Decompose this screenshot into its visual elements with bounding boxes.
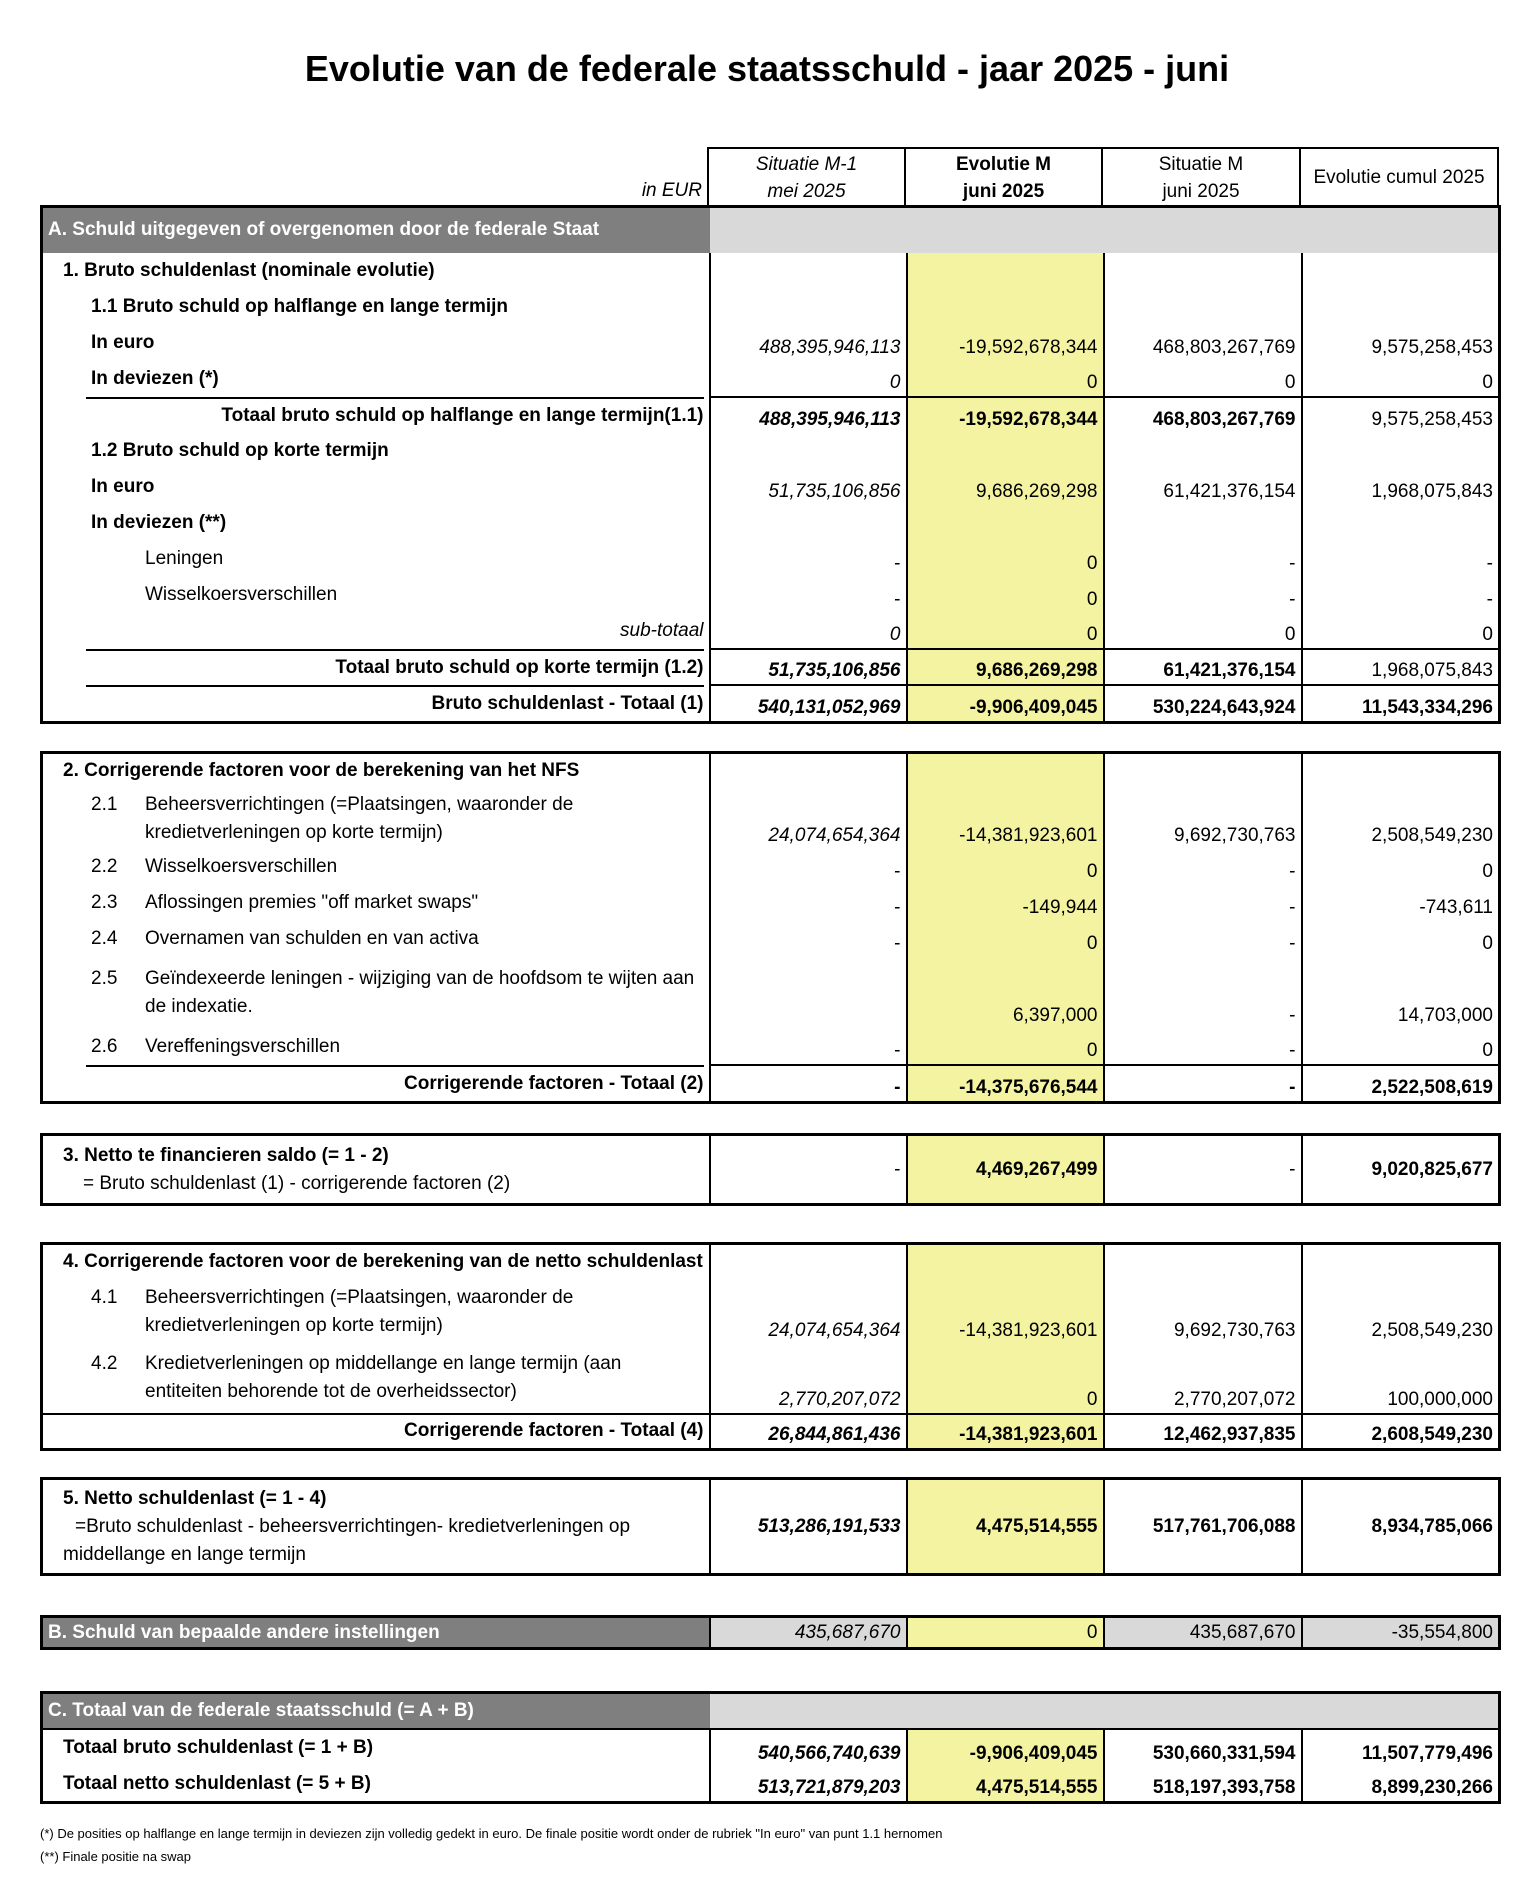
table-row — [42, 469, 1500, 505]
col3-line2: juni 2025 — [1162, 180, 1240, 202]
row-number: 2.6 — [91, 1035, 118, 1057]
cell: 26,844,861,436 — [710, 1414, 907, 1450]
cell: - — [1104, 921, 1302, 957]
cell: - — [710, 541, 907, 577]
row-label: Beheersverrichtingen (=Plaatsingen, waaronder de kredietverleningen op korte termijn) — [145, 1286, 574, 1336]
cell: 0 — [907, 361, 1104, 397]
cell: 0 — [1302, 1029, 1500, 1065]
row-heading: 1.1 Bruto schuld op halflange en lange termijn — [91, 295, 509, 317]
col-header-evolutie-cumul: Evolutie cumul 2025 — [1300, 148, 1498, 206]
cell: 468,803,267,769 — [1104, 325, 1302, 361]
cell: - — [1104, 577, 1302, 613]
section-a-grey-band — [710, 207, 1500, 253]
cell: - — [1302, 541, 1500, 577]
cell: 9,686,269,298 — [907, 649, 1104, 685]
cell: 1,968,075,843 — [1302, 469, 1500, 505]
section-c-table — [40, 1691, 1501, 1804]
cell: 513,286,191,533 — [710, 1479, 907, 1575]
cell: 51,735,106,856 — [710, 469, 907, 505]
cell: -35,554,800 — [1302, 1617, 1500, 1649]
cell: 2,770,207,072 — [1104, 1344, 1302, 1414]
cell: 0 — [710, 613, 907, 649]
row-label: Kredietverleningen op middellange en lange termijn (aan entiteiten behorende tot de overheidssector) — [145, 1353, 622, 1402]
cell: 2,770,207,072 — [710, 1344, 907, 1414]
cell: 9,575,258,453 — [1302, 397, 1500, 433]
section-a-title: A. Schuld uitgegeven of overgenomen door de federale Staat — [42, 207, 710, 253]
row-label: Wisselkoersverschillen — [145, 855, 338, 877]
cell: 9,692,730,763 — [1104, 789, 1302, 849]
cell: 0 — [907, 577, 1104, 613]
row-label: Aflossingen premies "off market swaps" — [145, 891, 479, 913]
table-row — [42, 649, 1500, 685]
section-c-title: C. Totaal van de federale staatsschuld (= A + B) — [42, 1693, 710, 1729]
col2-line1: Evolutie M — [955, 153, 1051, 175]
row-label: Leningen — [145, 547, 224, 569]
row-number: 2.2 — [91, 855, 118, 877]
cell: - — [1104, 885, 1302, 921]
row-label: Corrigerende factoren - Totaal (2) — [86, 1065, 704, 1101]
row-label: Vereffeningsverschillen — [145, 1035, 341, 1057]
section-a-table — [40, 205, 1501, 724]
row-label: sub-totaal — [620, 619, 704, 641]
cell: 0 — [1302, 921, 1500, 957]
section-b-title: B. Schuld van bepaalde andere instellingen — [42, 1617, 710, 1649]
cell: - — [710, 849, 907, 885]
row-number: 2.1 — [91, 793, 118, 815]
col3-line1: Situatie M — [1158, 153, 1244, 175]
cell: 11,543,334,296 — [1302, 685, 1500, 723]
row-label: Wisselkoersverschillen — [145, 583, 338, 605]
table-row — [42, 789, 1500, 849]
cell: - — [710, 577, 907, 613]
table-row — [42, 397, 1500, 433]
row-heading: 1.2 Bruto schuld op korte termijn — [91, 439, 389, 461]
col-header-situatie-m1 — [708, 148, 905, 206]
cell: -19,592,678,344 — [907, 325, 1104, 361]
row-label: Totaal bruto schuldenlast (= 1 + B) — [42, 1729, 710, 1767]
cell: 6,397,000 — [907, 957, 1104, 1029]
table-row — [42, 885, 1500, 921]
table-row — [42, 1617, 1500, 1649]
cell: -14,381,923,601 — [907, 1280, 1104, 1344]
cell: 12,462,937,835 — [1104, 1414, 1302, 1450]
cell: 0 — [907, 921, 1104, 957]
table-row — [42, 361, 1500, 397]
cell: 0 — [907, 1617, 1104, 1649]
cell: 530,660,331,594 — [1104, 1729, 1302, 1767]
table-row — [42, 1280, 1500, 1344]
section-3-table — [40, 1133, 1501, 1206]
row-number: 4.2 — [91, 1353, 118, 1374]
cell: 0 — [1302, 613, 1500, 649]
table-row — [42, 541, 1500, 577]
cell: 435,687,670 — [710, 1617, 907, 1649]
cell: 0 — [1302, 361, 1500, 397]
section-4-title: 4. Corrigerende factoren voor de berekening van de netto schuldenlast — [63, 1251, 703, 1273]
col-header-situatie-m — [1102, 148, 1300, 206]
page-title: Evolutie van de federale staatsschuld - jaar 2025 - juni — [304, 48, 1230, 89]
table-row — [42, 613, 1500, 649]
cell: 8,934,785,066 — [1302, 1479, 1500, 1575]
cell: 488,395,946,113 — [710, 325, 907, 361]
cell: -14,375,676,544 — [907, 1065, 1104, 1103]
cell: 0 — [907, 1344, 1104, 1414]
footnote-2: (**) Finale positie na swap — [40, 1849, 192, 1864]
section-3-subtitle: = Bruto schuldenlast (1) - corrigerende factoren (2) — [83, 1172, 511, 1194]
row-label: Totaal netto schuldenlast (= 5 + B) — [63, 1772, 371, 1794]
cell: -14,381,923,601 — [907, 789, 1104, 849]
cell: 488,395,946,113 — [710, 397, 907, 433]
cell: 530,224,643,924 — [1104, 685, 1302, 723]
table-row — [42, 325, 1500, 361]
cell: 540,131,052,969 — [710, 685, 907, 723]
row-label: Corrigerende factoren - Totaal (4) — [42, 1414, 710, 1450]
row-number: 2.5 — [91, 967, 118, 989]
unit-label: in EUR — [641, 180, 702, 201]
cell: 24,074,654,364 — [710, 789, 907, 849]
row-label: Beheersverrichtingen (=Plaatsingen, waaronder de kredietverleningen op korte termijn) — [145, 793, 574, 843]
cell: 0 — [710, 361, 907, 397]
cell: 9,686,269,298 — [907, 469, 1104, 505]
cell: 0 — [907, 1029, 1104, 1065]
table-row — [42, 849, 1500, 885]
cell: -149,944 — [907, 885, 1104, 921]
cell: -9,906,409,045 — [907, 685, 1104, 723]
cell: - — [710, 1135, 907, 1205]
cell: 2,608,549,230 — [1302, 1414, 1500, 1450]
section-b-table — [40, 1615, 1501, 1650]
table-row — [42, 1414, 1500, 1450]
cell: 2,508,549,230 — [1302, 789, 1500, 849]
cell — [710, 957, 907, 1029]
cell: - — [1104, 1065, 1302, 1103]
row-heading: In deviezen (**) — [91, 511, 227, 533]
cell: - — [710, 885, 907, 921]
table-row — [42, 685, 1500, 723]
cell: 4,475,514,555 — [907, 1479, 1104, 1575]
table-row — [42, 1767, 1500, 1803]
table-row — [42, 1065, 1500, 1103]
cell: - — [710, 1065, 907, 1103]
cell: 51,735,106,856 — [710, 649, 907, 685]
cell: 61,421,376,154 — [1104, 649, 1302, 685]
cell: 4,475,514,555 — [907, 1767, 1104, 1803]
cell: 518,197,393,758 — [1104, 1767, 1302, 1803]
cell: 0 — [1104, 613, 1302, 649]
section-c-grey-band — [710, 1693, 1500, 1729]
cell: 14,703,000 — [1302, 957, 1500, 1029]
cell: 2,522,508,619 — [1302, 1065, 1500, 1103]
cell: 9,692,730,763 — [1104, 1280, 1302, 1344]
cell: 24,074,654,364 — [710, 1280, 907, 1344]
section-2-table — [40, 751, 1501, 1104]
table-row — [42, 921, 1500, 957]
cell: 9,020,825,677 — [1302, 1135, 1500, 1205]
section-2-title: 2. Corrigerende factoren voor de berekening van het NFS — [63, 760, 580, 782]
row-number: 2.4 — [91, 927, 118, 949]
cell: - — [710, 921, 907, 957]
cell: 61,421,376,154 — [1104, 469, 1302, 505]
cell: - — [1104, 541, 1302, 577]
cell: -9,906,409,045 — [907, 1729, 1104, 1767]
row-label: Geïndexeerde leningen - wijziging van de hoofdsom te wijten aan de indexatie. — [145, 967, 695, 1017]
table-row — [42, 957, 1500, 1029]
row-label: Totaal bruto schuld op korte termijn (1.2) — [86, 649, 704, 685]
cell: -743,611 — [1302, 885, 1500, 921]
cell: 0 — [1302, 849, 1500, 885]
footnote-1: (*) De posities op halflange en lange termijn in deviezen zijn volledig gedekt in euro. De finale positie wordt onder de rubriek "In euro" van punt 1.1 hernomen — [40, 1826, 943, 1841]
cell: 4,469,267,499 — [907, 1135, 1104, 1205]
row-label: Overnamen van schulden en van activa — [145, 927, 479, 949]
column-header — [40, 147, 1499, 206]
table-row — [42, 1135, 1500, 1205]
table-row — [42, 1344, 1500, 1414]
cell: 513,721,879,203 — [710, 1767, 907, 1803]
table-row — [42, 577, 1500, 613]
col1-line2: mei 2025 — [767, 180, 846, 202]
col2-line2: juni 2025 — [962, 180, 1045, 202]
cell: 0 — [907, 613, 1104, 649]
section-4-table — [40, 1242, 1501, 1451]
section-5-subtitle: =Bruto schuldenlast - beheersverrichtingen- kredietverleningen op middellange en lange termijn — [63, 1515, 631, 1565]
cell: 0 — [907, 541, 1104, 577]
cell: 8,899,230,266 — [1302, 1767, 1500, 1803]
table-row — [42, 1729, 1500, 1767]
cell: -14,381,923,601 — [907, 1414, 1104, 1450]
row-label: Totaal bruto schuld op halflange en lange termijn(1.1) — [86, 397, 704, 433]
cell: 0 — [1104, 361, 1302, 397]
cell: 540,566,740,639 — [710, 1729, 907, 1767]
cell: - — [710, 1029, 907, 1065]
col1-line1: Situatie M-1 — [755, 153, 858, 175]
cell: 468,803,267,769 — [1104, 397, 1302, 433]
cell: -19,592,678,344 — [907, 397, 1104, 433]
cell: - — [1104, 957, 1302, 1029]
table-row — [42, 1029, 1500, 1065]
section-3-title: 3. Netto te financieren saldo (= 1 - 2) — [63, 1144, 389, 1166]
cell: 2,508,549,230 — [1302, 1280, 1500, 1344]
cell: 0 — [907, 849, 1104, 885]
row-label: Bruto schuldenlast - Totaal (1) — [86, 685, 704, 721]
row-number: 2.3 — [91, 891, 118, 913]
cell: 435,687,670 — [1104, 1617, 1302, 1649]
cell: - — [1104, 1135, 1302, 1205]
cell: - — [1302, 577, 1500, 613]
row-label: In euro — [91, 331, 155, 353]
row-heading: 1. Bruto schuldenlast (nominale evolutie) — [63, 259, 435, 281]
section-5-table — [40, 1477, 1501, 1576]
cell: 1,968,075,843 — [1302, 649, 1500, 685]
cell: 11,507,779,496 — [1302, 1729, 1500, 1767]
col-header-evolutie-m — [905, 148, 1102, 206]
table-row — [42, 1479, 1500, 1575]
row-number: 4.1 — [91, 1286, 118, 1308]
row-label: In euro — [91, 475, 155, 497]
section-5-title: 5. Netto schuldenlast (= 1 - 4) — [63, 1487, 327, 1509]
cell: - — [1104, 849, 1302, 885]
cell: - — [1104, 1029, 1302, 1065]
cell: 100,000,000 — [1302, 1344, 1500, 1414]
cell: 9,575,258,453 — [1302, 325, 1500, 361]
cell: 517,761,706,088 — [1104, 1479, 1302, 1575]
row-label: In deviezen (*) — [91, 367, 219, 389]
